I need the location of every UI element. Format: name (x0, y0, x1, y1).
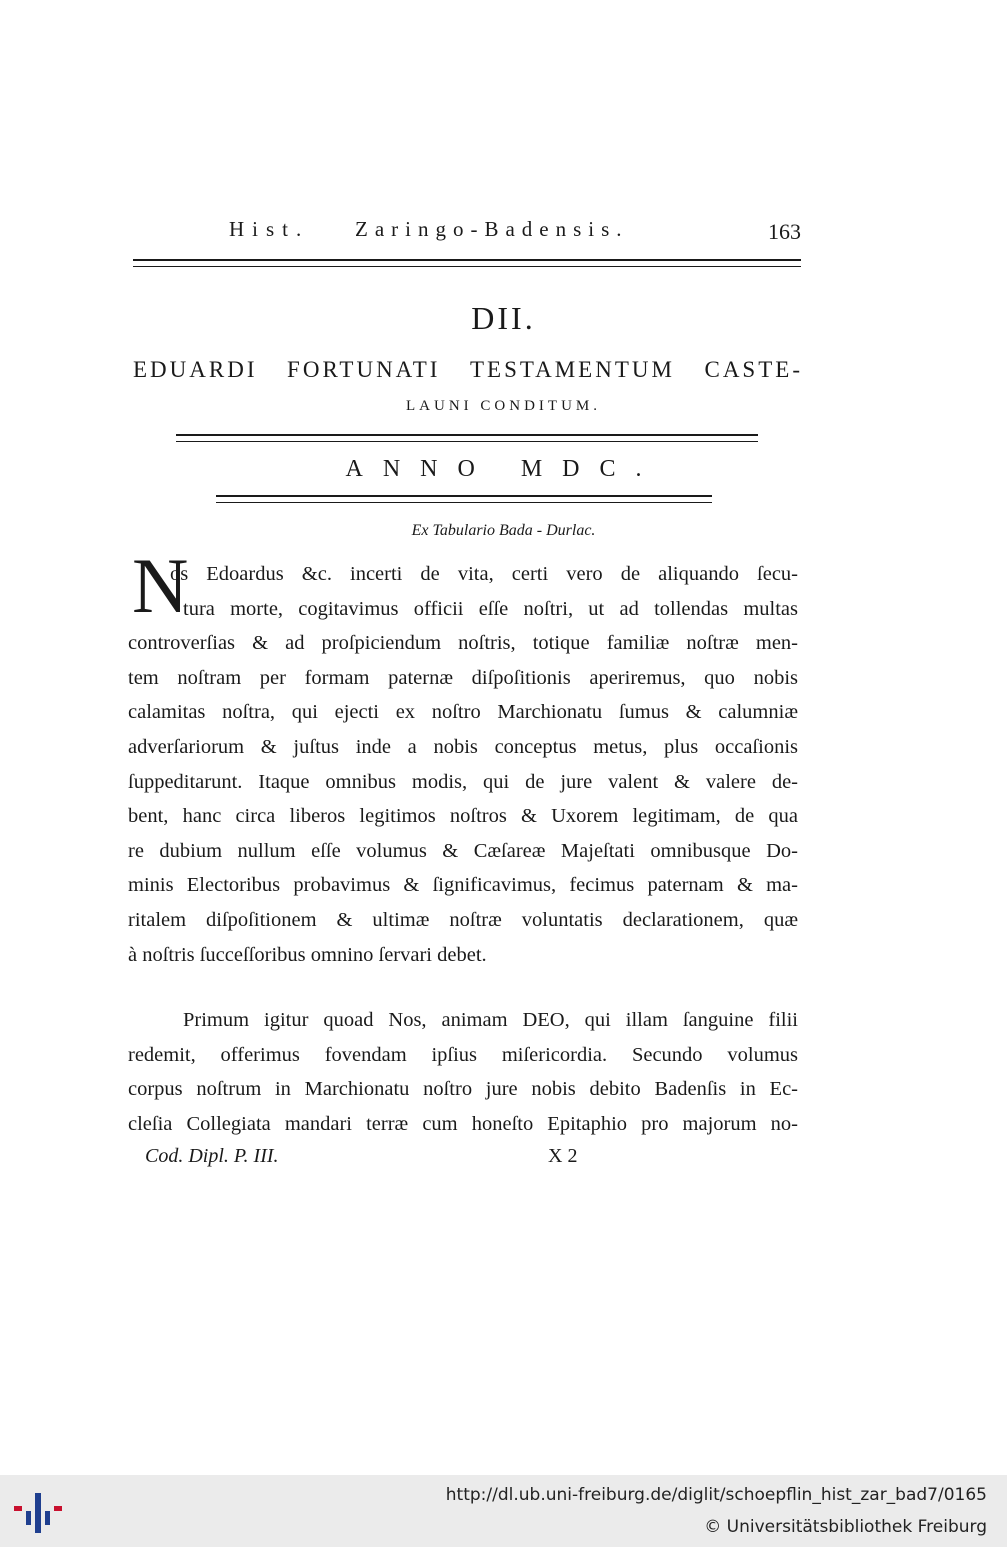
title-word: FORTUNATI (287, 357, 441, 382)
text-line: Primum igitur quoad Nos, animam DEO, qui illam ſanguine filii (183, 1009, 798, 1031)
copyright-notice: © Universitätsbibliothek Freiburg (704, 1517, 987, 1537)
page-number: 163 (768, 219, 801, 244)
document-year: ANNO MDC. (345, 456, 662, 482)
text-line: corpus noſtrum in Marchionatu noſtro jure nobis debito Badenſis in Ec- (128, 1078, 798, 1101)
drop-cap-initial: N (132, 542, 189, 629)
library-footer-bar (0, 1475, 1007, 1547)
running-header (133, 217, 801, 247)
text-line: redemit, offerimus fovendam ipſius miſericordia. Secundo volumus (128, 1043, 798, 1066)
ub-freiburg-logo-icon (14, 1489, 64, 1535)
running-header-left: Hist. (229, 217, 310, 241)
text-line: tem noſtram per formam paternæ diſpoſitionis aperiremus, quo nobis (128, 666, 798, 689)
paragraph-1 (128, 542, 798, 972)
text-line: tura morte, cogitavimus officii eſſe noſtri, ut ad tollendas multas (183, 597, 798, 620)
paragraph-2 (128, 1003, 798, 1141)
running-header-title: Zaringo-Badensis. (355, 217, 629, 241)
permalink-url[interactable]: http://dl.ub.uni-freiburg.de/diglit/schoepflin_hist_zar_bad7/0165 (445, 1485, 987, 1505)
document-number: DII. (471, 300, 536, 336)
title-word: EDUARDI (133, 357, 258, 382)
text-line: adverſariorum & juſtus inde a nobis conceptus metus, plus occaſionis (128, 735, 798, 758)
title-rule (176, 434, 758, 442)
text-line: cleſia Collegiata mandari terræ cum honeſto Epitaphio pro majorum no- (128, 1112, 798, 1135)
text-line: minis Electoribus probavimus & ſignificavimus, fecimus paternam & ma- (128, 874, 798, 897)
header-rule (133, 259, 801, 267)
text-line: à noſtris ſucceſſoribus omnino ſervari debet. (128, 943, 487, 966)
title-word: TESTAMENTUM (470, 357, 675, 382)
signature-mark: X 2 (548, 1145, 578, 1167)
text-line: ritalem diſpoſitionem & ultimæ noſtræ voluntatis declarationem, quæ (128, 908, 798, 931)
codex-reference: Cod. Dipl. P. III. (145, 1145, 279, 1167)
text-line: re dubium nullum eſſe volumus & Cæſareæ Majeſtati omnibusque Do- (128, 839, 798, 862)
text-line: calamitas noſtra, qui ejecti ex noſtro Marchionatu ſumus & calumniæ (128, 701, 798, 724)
text-line: os Edoardus &c. incerti de vita, certi vero de aliquando ſecu- (170, 563, 798, 585)
document-title-continued: LAUNI CONDITUM. (406, 398, 601, 414)
text-line: controverſias & ad proſpiciendum noſtris, totique familiæ noſtræ men- (128, 632, 798, 655)
text-line: ſuppeditarunt. Itaque omnibus modis, qui de jure valent & valere de- (128, 770, 798, 793)
text-line: bent, hanc circa liberos legitimos noſtros & Uxorem legitimam, de qua (128, 805, 798, 828)
title-word: CASTE- (704, 357, 803, 382)
year-rule (216, 495, 712, 503)
document-title (133, 357, 803, 383)
document-source: Ex Tabulario Bada - Durlac. (411, 522, 596, 539)
